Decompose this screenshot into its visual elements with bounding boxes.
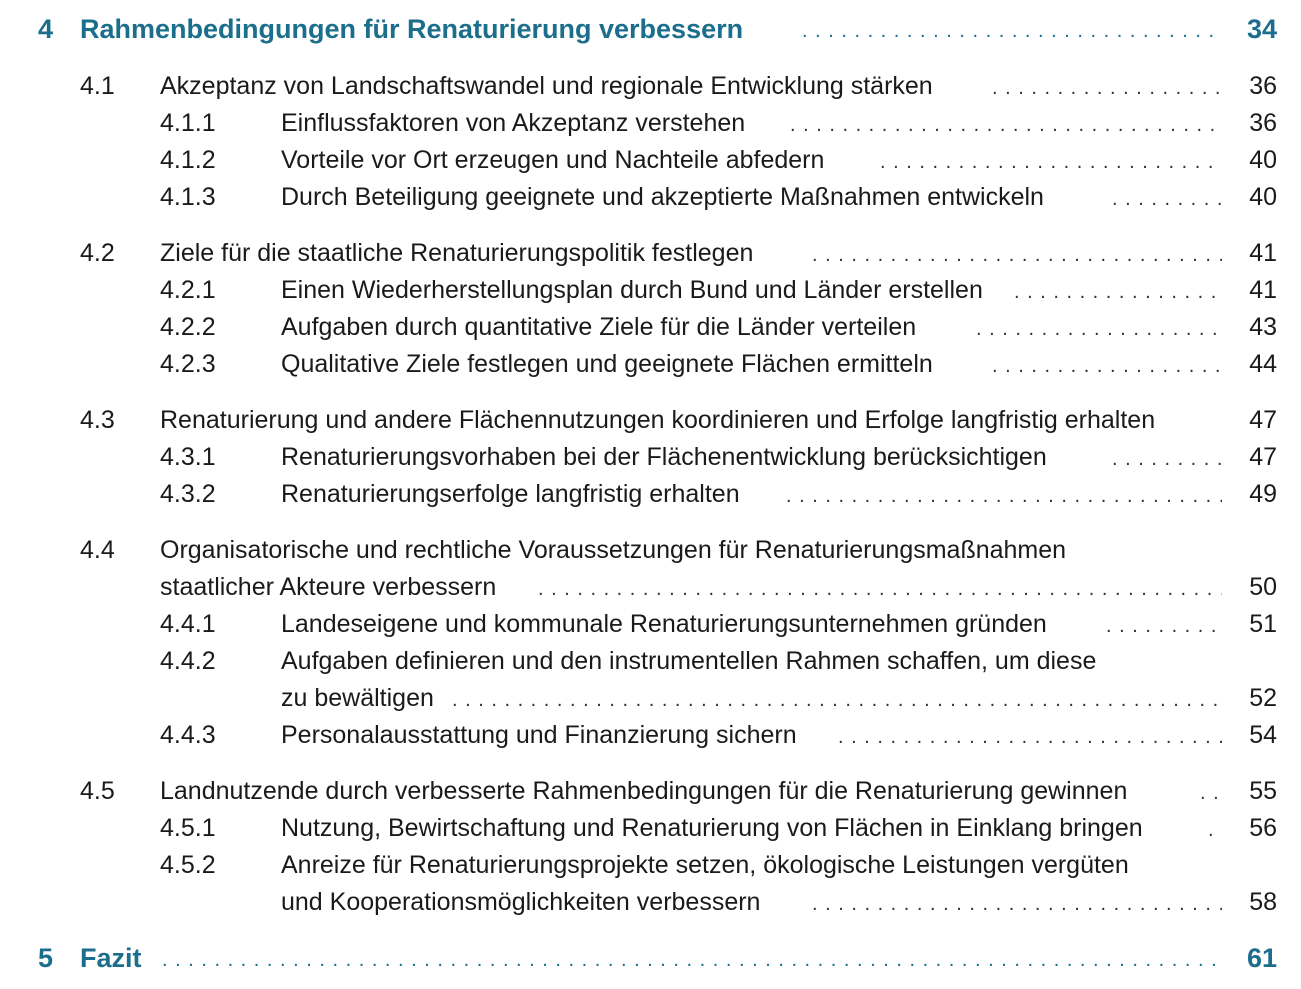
toc-title: Fazit xyxy=(80,943,142,973)
toc-number: 4 xyxy=(38,14,54,44)
toc-title: Aufgaben definieren und den instrumentellen Rahmen schaffen, um diese xyxy=(281,647,1097,675)
leader-dots xyxy=(1014,272,1222,312)
toc-title: Anreize für Renaturierungsprojekte setzen, ökologische Leistungen vergüten xyxy=(281,851,1129,879)
toc-entry-4-5-2-continued[interactable] xyxy=(0,884,1301,921)
toc-entry-4-3[interactable] xyxy=(0,402,1301,439)
leader-dots xyxy=(162,940,1222,980)
toc-page: 36 xyxy=(1249,109,1277,137)
toc-page: 51 xyxy=(1249,610,1277,638)
toc-number: 4.2.2 xyxy=(160,313,216,341)
toc-title-continued: staatlicher Akteure verbessern xyxy=(160,573,497,601)
toc-entry-4-4[interactable] xyxy=(0,532,1301,569)
toc-page: 52 xyxy=(1249,684,1277,712)
toc-page: 40 xyxy=(1249,183,1277,211)
toc-title: Personalausstattung und Finanzierung sichern xyxy=(281,721,797,749)
toc-entry-4-4-2-continued[interactable] xyxy=(0,680,1301,717)
toc-page: 43 xyxy=(1249,313,1277,341)
toc-title: Nutzung, Bewirtschaftung und Renaturierung von Flächen in Einklang bringen xyxy=(281,814,1143,842)
toc-title: Akzeptanz von Landschaftswandel und regionale Entwicklung stärken xyxy=(160,72,933,100)
toc-entry-4-4-1[interactable] xyxy=(0,606,1301,643)
toc-title: Renaturierung und andere Flächennutzungen koordinieren und Erfolge langfristig erhalten xyxy=(160,406,1156,434)
leader-dots xyxy=(790,105,1222,145)
toc-number: 4.2.3 xyxy=(160,350,216,378)
leader-dots xyxy=(538,569,1222,609)
toc-title: Aufgaben durch quantitative Ziele für die Länder verteilen xyxy=(281,313,917,341)
leader-dots xyxy=(992,68,1222,108)
toc-entry-4-4-2[interactable] xyxy=(0,643,1301,680)
toc-page: 34 xyxy=(1246,14,1277,44)
toc-page: 56 xyxy=(1249,814,1277,842)
toc-entry-4-5-2[interactable] xyxy=(0,847,1301,884)
toc-entry-chapter-4[interactable] xyxy=(0,11,1301,48)
toc-page: 61 xyxy=(1246,943,1277,973)
toc-page: 36 xyxy=(1249,72,1277,100)
toc-number: 4.3.2 xyxy=(160,480,216,508)
toc-page: 40 xyxy=(1249,146,1277,174)
toc-title: Rahmenbedingungen für Renaturierung verbessern xyxy=(80,14,744,44)
leader-dots xyxy=(786,476,1222,516)
toc-entry-4-3-2[interactable] xyxy=(0,476,1301,513)
toc-entry-4-5-1[interactable] xyxy=(0,810,1301,847)
toc-title: Einflussfaktoren von Akzeptanz verstehen xyxy=(281,109,746,137)
toc-number: 4.1.2 xyxy=(160,146,216,174)
toc-entry-4-2[interactable] xyxy=(0,235,1301,272)
leader-dots xyxy=(452,680,1222,720)
leader-dots xyxy=(992,346,1222,386)
toc-page: 55 xyxy=(1249,777,1277,805)
toc-entry-4-3-1[interactable] xyxy=(0,439,1301,476)
toc-page: 47 xyxy=(1249,406,1277,434)
leader-dots xyxy=(1200,773,1222,813)
toc-title: Renaturierungsvorhaben bei der Flächenentwicklung berücksichtigen xyxy=(281,443,1047,471)
toc-number: 4.4.1 xyxy=(160,610,216,638)
toc-number: 4.5.2 xyxy=(160,851,216,879)
toc-number: 4.2.1 xyxy=(160,276,216,304)
toc-entry-4-1-2[interactable] xyxy=(0,142,1301,179)
toc-number: 4.2 xyxy=(80,239,115,267)
toc-number: 4.5.1 xyxy=(160,814,216,842)
toc-entry-4-1-3[interactable] xyxy=(0,179,1301,216)
toc-entry-4-2-1[interactable] xyxy=(0,272,1301,309)
toc-page: 41 xyxy=(1249,276,1277,304)
toc-entry-4-2-3[interactable] xyxy=(0,346,1301,383)
toc-page: 44 xyxy=(1249,350,1277,378)
toc-entry-4-1[interactable] xyxy=(0,68,1301,105)
toc-entry-4-1-1[interactable] xyxy=(0,105,1301,142)
leader-dots xyxy=(802,11,1222,51)
toc-page: 49 xyxy=(1249,480,1277,508)
toc-title: Ziele für die staatliche Renaturierungspolitik festlegen xyxy=(160,239,754,267)
toc-entry-4-4-continued[interactable] xyxy=(0,569,1301,606)
toc-title: Renaturierungserfolge langfristig erhalten xyxy=(281,480,740,508)
toc-page: 47 xyxy=(1249,443,1277,471)
leader-dots xyxy=(1112,439,1222,479)
toc-title: Vorteile vor Ort erzeugen und Nachteile abfedern xyxy=(281,146,825,174)
toc-number: 4.5 xyxy=(80,777,115,805)
toc-entry-4-2-2[interactable] xyxy=(0,309,1301,346)
toc-number: 4.3.1 xyxy=(160,443,216,471)
toc-number: 4.1.1 xyxy=(160,109,216,137)
leader-dots xyxy=(812,884,1222,924)
toc-title: Qualitative Ziele festlegen und geeignete Flächen ermitteln xyxy=(281,350,933,378)
toc-title-continued: und Kooperationsmöglichkeiten verbessern xyxy=(281,888,761,916)
toc-title: Landnutzende durch verbesserte Rahmenbedingungen für die Renaturierung gewinnen xyxy=(160,777,1128,805)
toc-number: 4.1 xyxy=(80,72,115,100)
toc-page: 54 xyxy=(1249,721,1277,749)
toc-number: 4.4 xyxy=(80,536,115,564)
toc-entry-4-4-3[interactable] xyxy=(0,717,1301,754)
toc-page: 58 xyxy=(1249,888,1277,916)
leader-dots xyxy=(812,235,1222,275)
toc-entry-4-5[interactable] xyxy=(0,773,1301,810)
toc-entry-chapter-5[interactable] xyxy=(0,940,1301,977)
leader-dots xyxy=(880,142,1222,182)
toc-page: 41 xyxy=(1249,239,1277,267)
toc-number: 4.4.3 xyxy=(160,721,216,749)
toc-page: 50 xyxy=(1249,573,1277,601)
toc-number: 4.1.3 xyxy=(160,183,216,211)
toc-number: 5 xyxy=(38,943,54,973)
toc-title: Landeseigene und kommunale Renaturierungsunternehmen gründen xyxy=(281,610,1047,638)
toc-number: 4.4.2 xyxy=(160,647,216,675)
toc-title-continued: zu bewältigen xyxy=(281,684,434,712)
leader-dots xyxy=(1106,606,1222,646)
toc-title: Durch Beteiligung geeignete und akzeptierte Maßnahmen entwickeln xyxy=(281,183,1044,211)
toc-number: 4.3 xyxy=(80,406,115,434)
leader-dots xyxy=(838,717,1222,757)
leader-dots xyxy=(976,309,1222,349)
leader-dots xyxy=(1208,810,1222,850)
toc-title: Einen Wiederherstellungsplan durch Bund und Länder erstellen xyxy=(281,276,983,304)
leader-dots xyxy=(1112,179,1222,219)
toc-title: Organisatorische und rechtliche Voraussetzungen für Renaturierungsmaßnahmen xyxy=(160,536,1067,564)
